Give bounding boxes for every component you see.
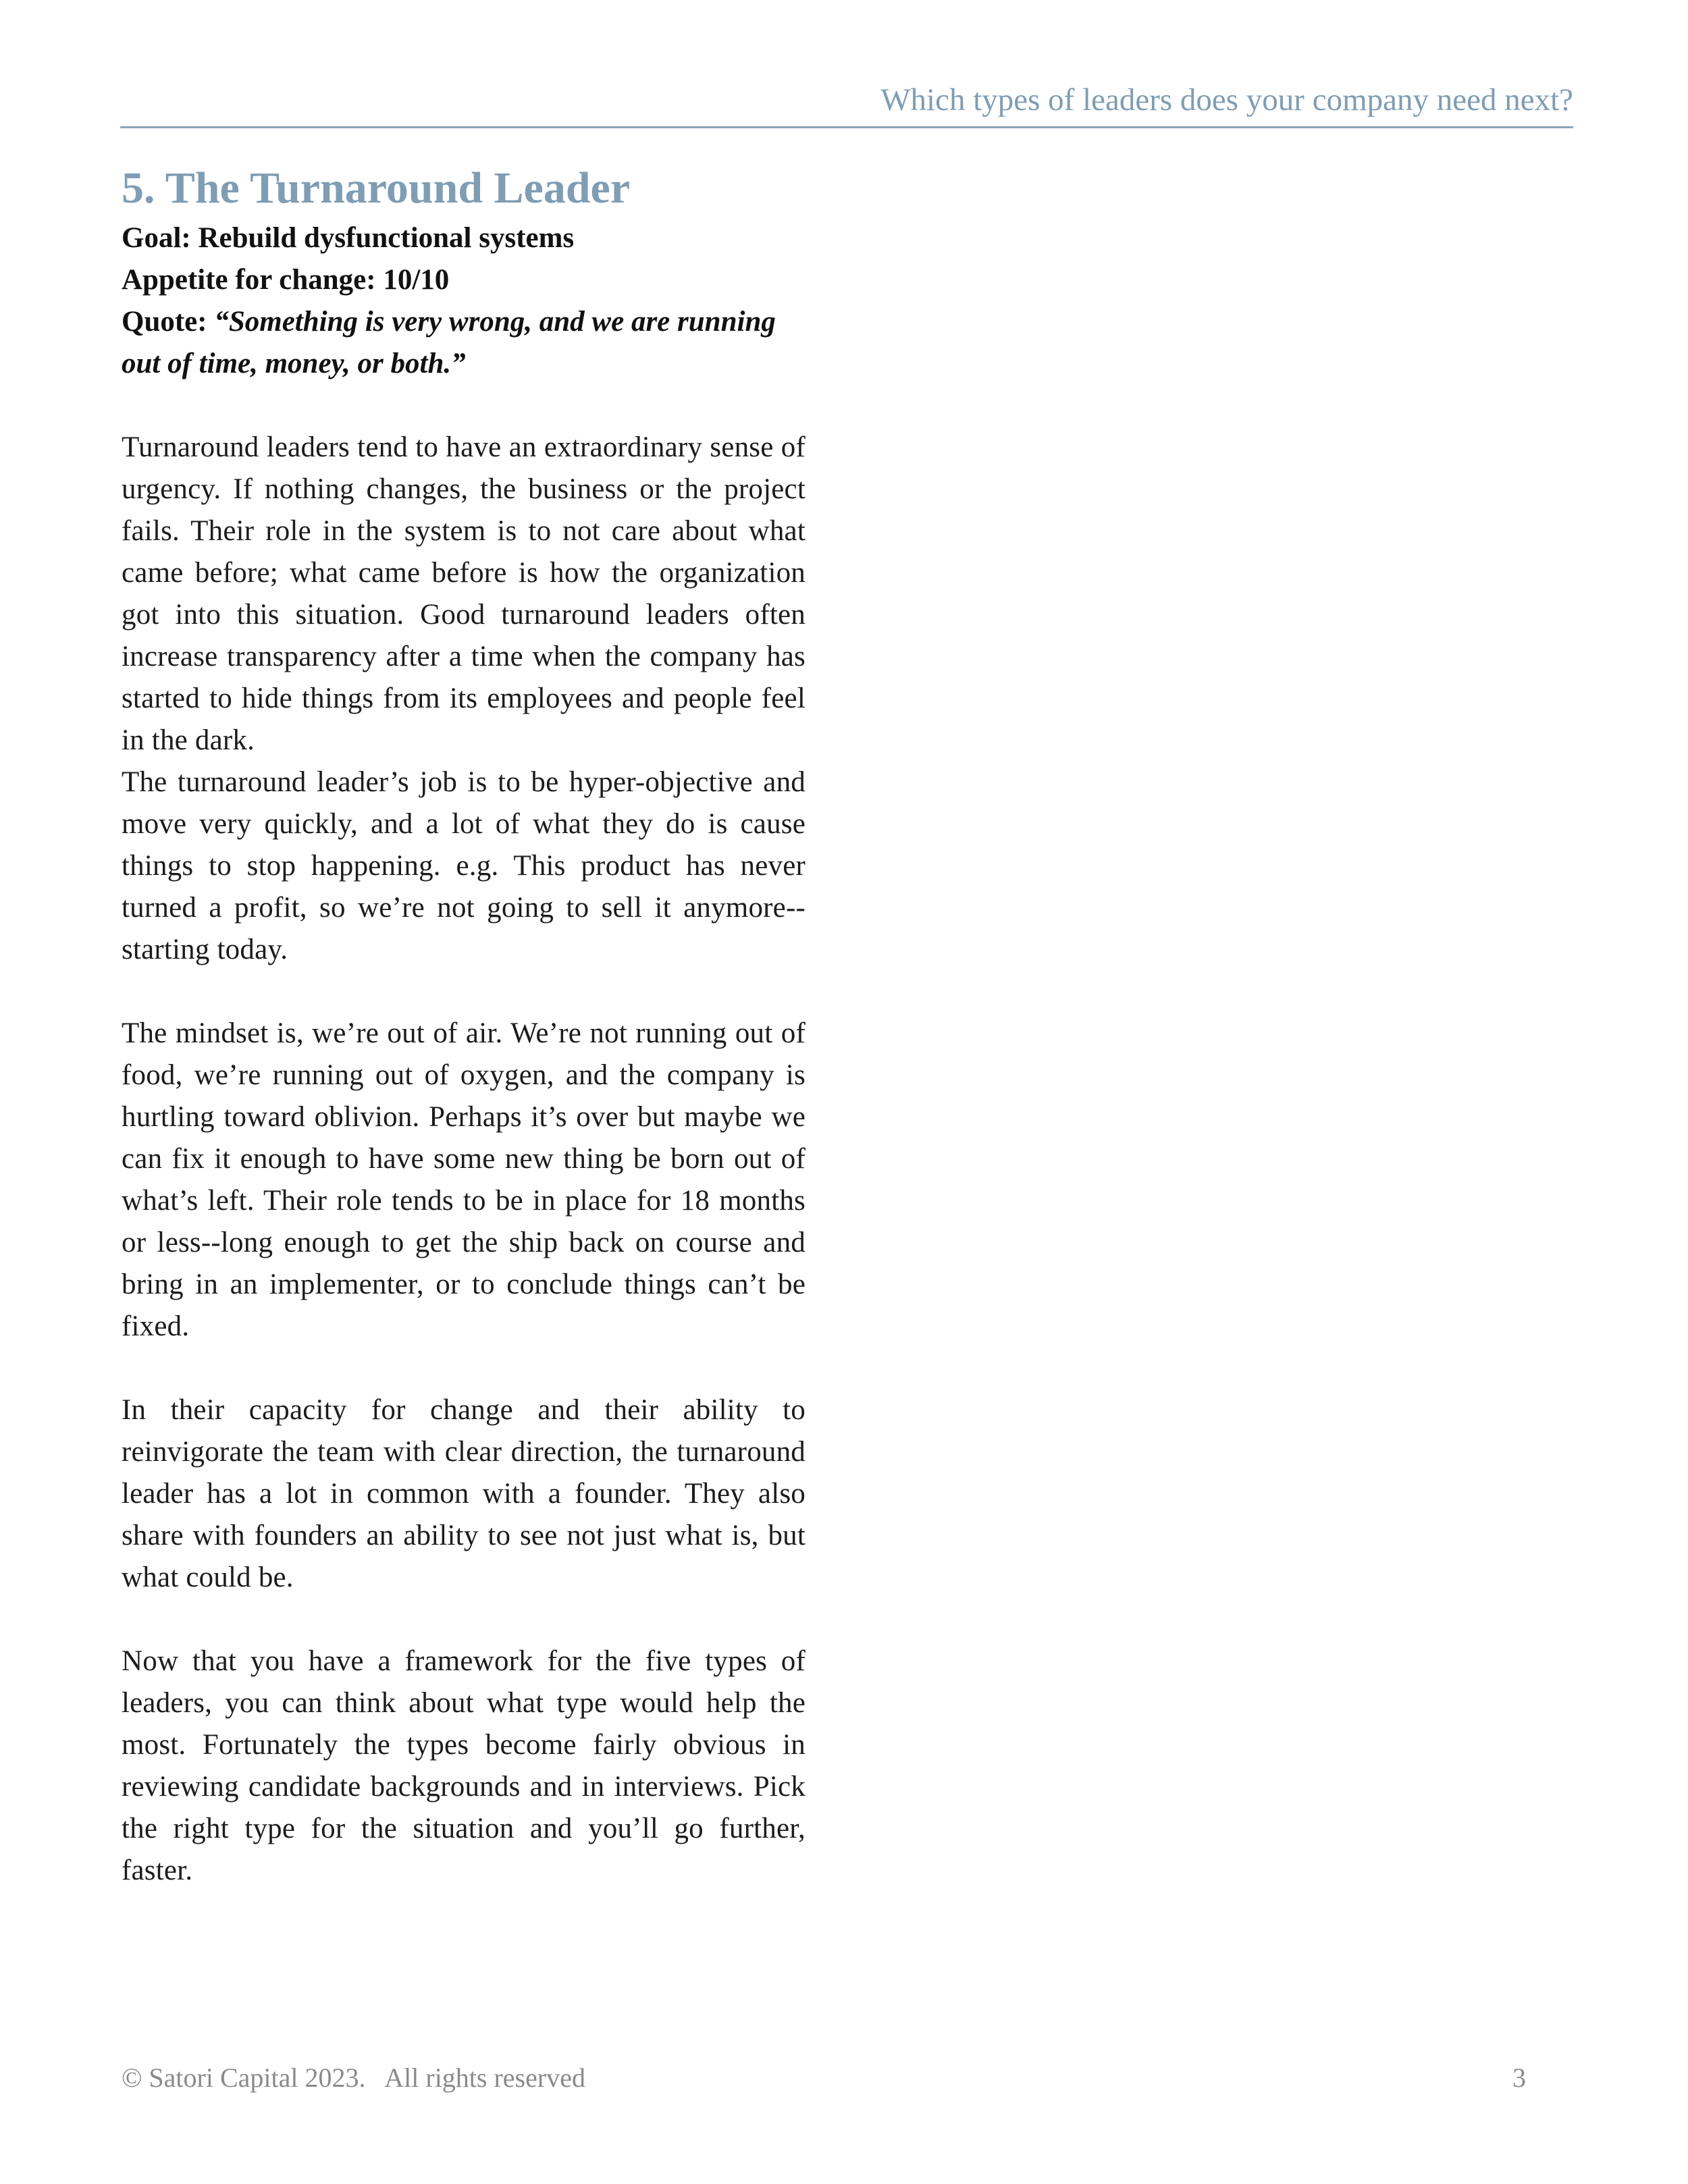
quote-label: Quote: [122, 306, 207, 338]
page-number: 3 [1512, 2062, 1526, 2093]
body-text [122, 427, 806, 1892]
paragraph: The turnaround leader’s job is to be hyper-objective and move very quickly, and a lot of what they do is cause things to stop happening. e.g. This product has never turned a profit, so we’re not going to sell it anymore--starting today. [122, 766, 806, 965]
header-divider [120, 126, 1573, 128]
leader-summary [122, 217, 806, 385]
appetite-line: Appetite for change: 10/10 [122, 264, 450, 296]
quote-line [122, 301, 806, 385]
paragraph: Now that you have a framework for the five types of leaders, you can think about what type would help the most. Fortunately the types become fairly obvious in reviewing candidate backgrounds and in interviews. Pick the right type for the situation and you’ll go further, faster. [122, 1645, 806, 1886]
main-content [122, 159, 806, 1892]
running-header: Which types of leaders does your company need next? [880, 82, 1573, 117]
footer-copyright: © Satori Capital 2023. All rights reserved [122, 2062, 585, 2093]
paragraph: In their capacity for change and their ability to reinvigorate the team with clear direction, the turnaround leader has a lot in common with a founder. They also share with founders an ability to see not just what is, but what could be. [122, 1394, 806, 1593]
paragraph: The mindset is, we’re out of air. We’re not running out of food, we’re running out of oxygen, and the company is hurtling toward oblivion. Perhaps it’s over but maybe we can fix it enough to have some new thing be born out of what’s left. Their role tends to be in place for 18 months or less--long enough to get the ship back on course and bring in an implementer, or to conclude things can’t be fixed. [122, 1017, 806, 1342]
paragraph: Turnaround leaders tend to have an extraordinary sense of urgency. If nothing changes, the business or the project fails. Their role in the system is to not care about what came before; what came before is how the organization got into this situation. Good turnaround leaders often increase transparency after a time when the company has started to hide things from its employees and people feel in the dark. [122, 431, 806, 756]
goal-line: Goal: Rebuild dysfunctional systems [122, 222, 575, 254]
quote-text: “Something is very wrong, and we are running out of time, money, or both.” [122, 306, 776, 379]
section-title: 5. The Turnaround Leader [122, 163, 631, 213]
